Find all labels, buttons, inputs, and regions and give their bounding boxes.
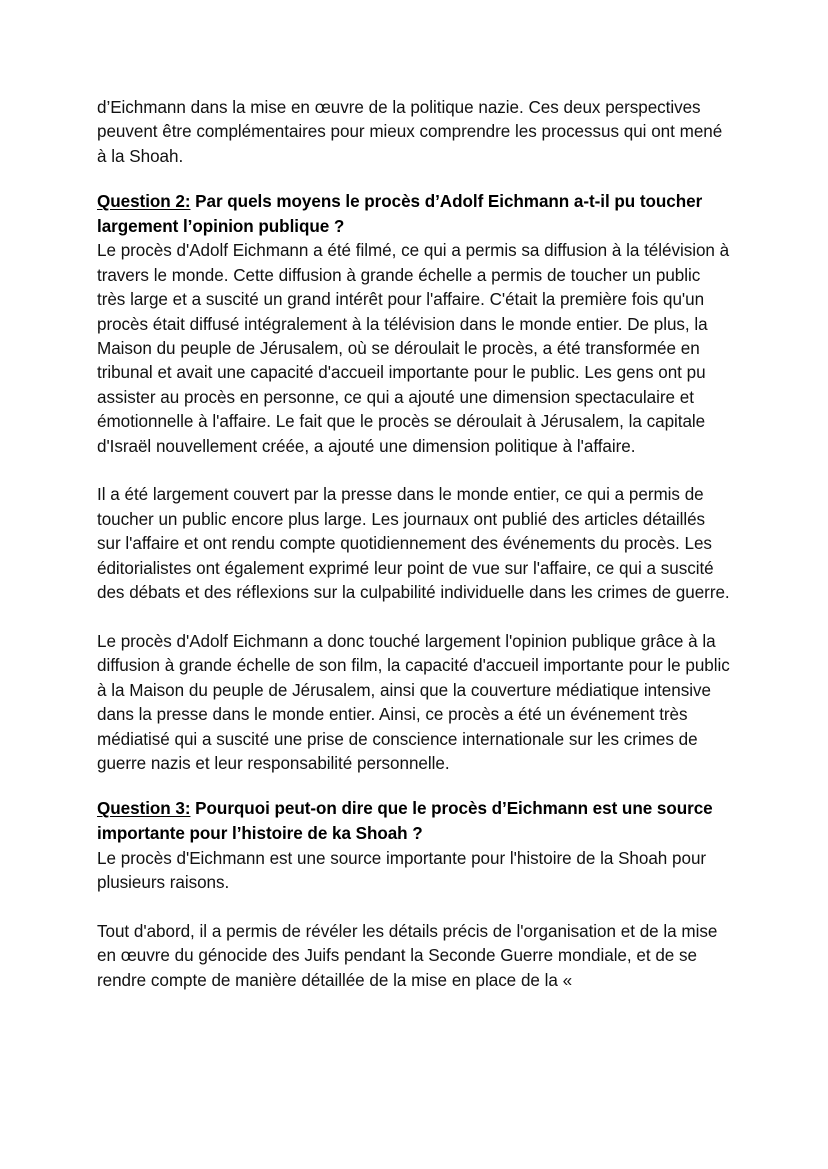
spacer (97, 169, 733, 190)
spacer (97, 776, 733, 797)
question-3-label: Question 3: (97, 799, 191, 819)
spacer (97, 605, 733, 629)
paragraph-q3-first-reason: Tout d'abord, il a permis de révéler les détails précis de l'organisation et de la mise en œuvre du génocide des Juifs pendant la Seconde Guerre mondiale, et de se rendre compte de manière détaillée de la mise en place de la « (97, 921, 718, 990)
heading-question-2 (97, 190, 733, 239)
paragraph-q2-press: Il a été largement couvert par la presse dans le monde entier, ce qui a permis de toucher un public encore plus large. Les journaux ont publié des articles détaillés sur l'affaire et ont rendu compte quotidiennement des événements du procès. Les éditorialistes ont également exprimé leur point de vue sur l'affaire, ce qui a suscité des débats et des réflexions sur la culpabilité individuelle dans les crimes de guerre. (97, 485, 730, 603)
spacer (97, 459, 733, 483)
paragraph-q3-intro: Le procès d'Eichmann est une source importante pour l'histoire de la Shoah pour plusieurs raisons. (97, 848, 707, 892)
question-3-text: Pourquoi peut-on dire que le procès d’Eichmann est une source importante pour l’histoire de ka Shoah ? (97, 799, 713, 843)
question-2-label: Question 2: (97, 192, 191, 212)
paragraph-q2-conclusion: Le procès d'Adolf Eichmann a donc touché largement l'opinion publique grâce à la diffusion à grande échelle de son film, la capacité d'accueil importante pour le public à la Maison du peuple de Jérusalem, ainsi que la couverture médiatique intensive dans la presse dans le monde entier. Ainsi, ce procès a été un événement très médiatisé qui a suscité une prise de conscience internationale sur les crimes de guerre nazis et leur responsabilité personnelle. (97, 631, 730, 773)
paragraph-intro-continued: d’Eichmann dans la mise en œuvre de la politique nazie. Ces deux perspectives peuvent être complémentaires pour mieux comprendre les processus qui ont mené à la Shoah. (97, 98, 723, 166)
paragraph-q2-media-coverage: Le procès d'Adolf Eichmann a été filmé, ce qui a permis sa diffusion à la télévision à travers le monde. Cette diffusion à grande échelle a permis de toucher un public très large et a suscité un grand intérêt pour l'affaire. C'était la première fois qu'un procès était diffusé intégralement à la télévision dans le monde entier. De plus, la Maison du peuple de Jérusalem, où se déroulait le procès, a été transformée en tribunal et avait une capacité d'accueil importante pour le public. Les gens ont pu assister au procès en personne, ce qui a ajouté une dimension spectaculaire et émotionnelle à l'affaire. Le fait que le procès se déroulait à Jérusalem, la capitale d'Israël nouvellement créée, a ajouté une dimension politique à l'affaire. (97, 241, 730, 456)
heading-question-3 (97, 797, 733, 846)
document-text-column (97, 96, 733, 993)
spacer (97, 895, 733, 919)
question-2-text: Par quels moyens le procès d’Adolf Eichmann a-t-il pu toucher largement l’opinion publique ? (97, 192, 703, 236)
